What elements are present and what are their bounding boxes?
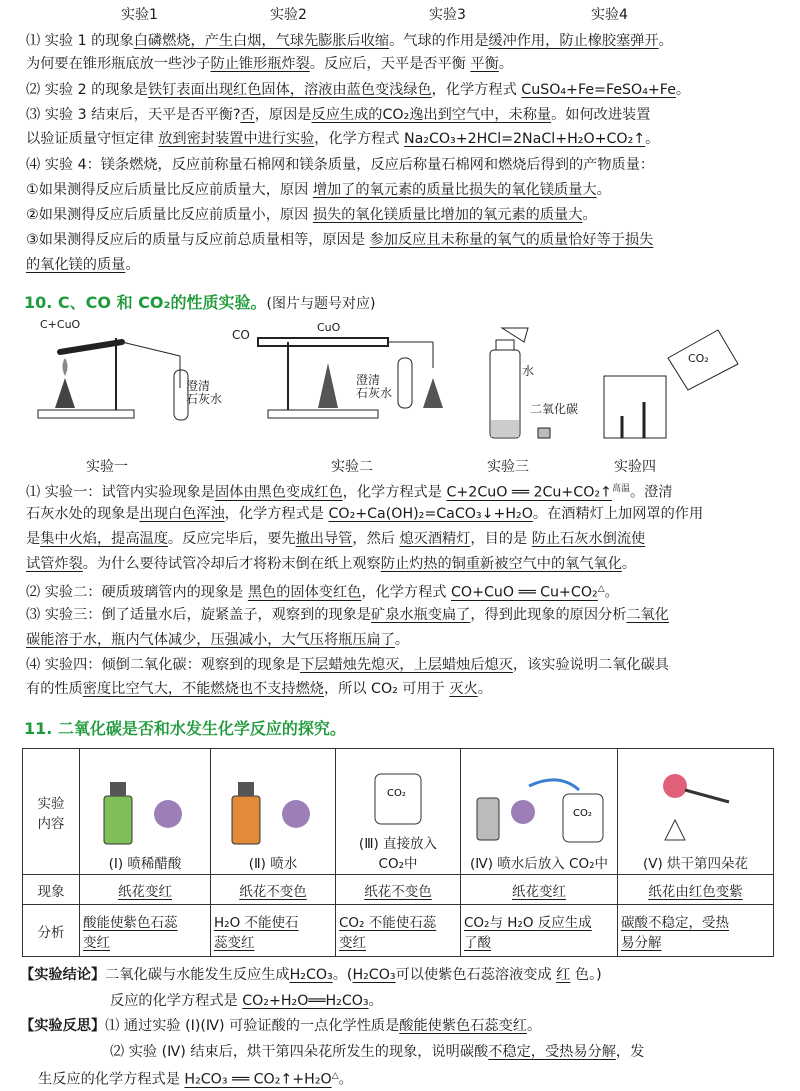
analysis-3: CO₂ 不能使石蕊 变红 bbox=[336, 905, 461, 957]
caption-exp4: 实验4 bbox=[591, 7, 628, 23]
cell-exp5 bbox=[618, 749, 774, 875]
s10-line7: 碳能溶于水，瓶内气体减少，压强减小，大气压将瓶压扁了。 bbox=[26, 632, 410, 648]
row-header-analysis: 分析 bbox=[23, 905, 80, 957]
s9-line5: 以验证质量守恒定律 放到密封装置中进行实验，化学方程式 Na₂CO₃+2HCl=2NaCl+H₂O+CO₂↑。 bbox=[26, 131, 660, 147]
jar-icon bbox=[375, 774, 421, 824]
figure-exp3 bbox=[480, 320, 560, 444]
analysis-4: CO₂与 H₂O 反应生成 了酸 bbox=[461, 905, 618, 957]
conclusion-line: 【实验结论】二氧化碳与水能发生反应生成H₂CO₃。(H₂CO₃可以使紫色石蕊溶液变成 红 色。) bbox=[20, 967, 602, 983]
delivery-tube bbox=[122, 342, 180, 356]
bottle-neck bbox=[496, 340, 514, 350]
label-limewater2: 澄清 石灰水 bbox=[356, 373, 393, 400]
table-row-phenomena bbox=[23, 875, 774, 905]
s9-line10: 的氧化镁的质量。 bbox=[26, 257, 140, 273]
spray-bottle-icon bbox=[477, 798, 499, 840]
bottle-water bbox=[491, 420, 519, 437]
spray-bottle-vinegar-figure bbox=[90, 768, 200, 848]
burner-lamp bbox=[423, 378, 443, 408]
phenomenon-2: 纸花不变色 bbox=[211, 875, 336, 905]
cell-exp3 bbox=[336, 749, 461, 875]
cell-exp2 bbox=[211, 749, 336, 875]
caption-10-exp1: 实验一 bbox=[86, 459, 128, 475]
purple-flower-icon bbox=[154, 800, 182, 828]
purple-flower-icon bbox=[282, 800, 310, 828]
label-co2-text: 二氧化碳 bbox=[530, 402, 579, 416]
phenomenon-1: 纸花变红 bbox=[80, 875, 211, 905]
label-cuo: CuO bbox=[317, 321, 341, 334]
s10-line9: 有的性质密度比空气大，不能燃烧也不支持燃烧，所以 CO₂ 可用于 灭火。 bbox=[26, 681, 492, 697]
s10-line1: ⑴ 实验一：试管内实验现象是固体由黑色变成红色，化学方程式是 C+2CuO ══ 2Cu+CO₂↑$^{高温}$。澄清 bbox=[26, 484, 673, 501]
caption-10-exp4: 实验四 bbox=[614, 459, 656, 475]
s10-line5: ⑵ 实验二：硬质玻璃管内的现象是 黑色的固体变红色，化学方程式 CO+CuO ══ Cu+CO₂△。 bbox=[26, 584, 619, 601]
s9-line6: ⑷ 实验 4：镁条燃烧，反应前称量石棉网和镁条质量，反应后称量石棉网和燃烧后得到的产物质量： bbox=[26, 157, 655, 173]
figure-exp2 bbox=[228, 318, 458, 440]
section11-title: 11. 二氧化碳是否和水发生化学反应的探究。 bbox=[24, 719, 346, 738]
s9-line7: ①如果测得反应后质量比反应前质量大，原因 增加了的氧元素的质量比损失的氧化镁质量大。 bbox=[26, 182, 611, 198]
analysis-5: 碳酸不稳定，受热 易分解 bbox=[618, 905, 774, 957]
alcohol-lamp bbox=[318, 363, 338, 408]
s9-line3: ⑵ 实验 2 的现象是铁钉表面出现红色固体，溶液由蓝色变浅绿色，化学方程式 CuSO₄+Fe=FeSO₄+Fe。 bbox=[26, 82, 691, 98]
alcohol-lamp bbox=[55, 378, 75, 408]
phenomenon-5: 纸花由红色变紫 bbox=[618, 875, 774, 905]
figure-exp1 bbox=[30, 318, 200, 440]
table-row-content bbox=[23, 749, 774, 875]
arrow-icon bbox=[529, 780, 579, 790]
label-co: CO bbox=[232, 328, 250, 342]
s9-line1: ⑴ 实验 1 的现象白磷燃烧，产生白烟，气球先膨胀后收缩。气球的作用是缓冲作用，防止橡胶塞弹开。 bbox=[26, 33, 673, 49]
exp5-label: (Ⅴ) 烘干第四朵花 bbox=[642, 856, 749, 872]
phenomenon-4: 纸花变红 bbox=[461, 875, 618, 905]
equation-line: 反应的化学方程式是 CO₂+H₂O══H₂CO₃。 bbox=[110, 993, 383, 1009]
jar-label: CO₂ bbox=[387, 788, 406, 799]
table-row-analysis bbox=[23, 905, 774, 957]
exp3-label: (Ⅲ) 直接放入 CO₂中 bbox=[358, 836, 438, 872]
stand-base bbox=[38, 410, 134, 418]
hard-glass-tube bbox=[258, 338, 388, 346]
s10-line4: 试管炸裂。为什么要待试管冷却后才将粉末倒在纸上观察防止灼热的铜重新被空气中的氧气氧化。 bbox=[26, 556, 637, 572]
s10-line2: 石灰水处的现象是出现白色浑浊，化学方程式是 CO₂+Ca(OH)₂=CaCO₃↓+H₂O。在酒精灯上加网罩的作用 bbox=[26, 506, 704, 522]
reflection-line1: 【实验反思】⑴ 通过实验 (Ⅰ)(Ⅳ) 可验证酸的一点化学性质是酸能使紫色石蕊变红。 bbox=[20, 1018, 542, 1034]
tongs-icon bbox=[685, 790, 729, 802]
s9-line9: ③如果测得反应后的质量与反应前总质量相等，原因是 参加反应且未称量的氧气的质量恰好等于损失 bbox=[26, 232, 654, 248]
caption-exp1: 实验1 bbox=[121, 7, 158, 23]
caption-exp2: 实验2 bbox=[270, 7, 307, 23]
co2-jar-figure bbox=[363, 764, 433, 828]
lamp-flame bbox=[63, 358, 68, 376]
s9-line2: 为何要在锥形瓶底放一些沙子防止锥形瓶炸裂。反应后，天平是否平衡 平衡。 bbox=[26, 56, 513, 72]
cell-exp4 bbox=[461, 749, 618, 875]
section10-title: 10. C、CO 和 CO₂的性质实验。(图片与题号对应) bbox=[24, 293, 376, 312]
spray-bottle-icon bbox=[232, 796, 260, 844]
label-c-cuo: C+CuO bbox=[40, 318, 81, 331]
caption-10-exp3: 实验三 bbox=[487, 459, 529, 475]
s10-line6: ⑶ 实验三：倒了适量水后，旋紧盖子，观察到的现象是矿泉水瓶变扁了，得到此现象的原因分析二氧化 bbox=[26, 607, 669, 623]
row-header-content: 实验 内容 bbox=[23, 749, 80, 875]
red-flower-icon bbox=[663, 774, 687, 798]
drying-flower-figure bbox=[641, 768, 751, 848]
caption-10-exp2: 实验二 bbox=[331, 459, 373, 475]
limewater-tube bbox=[398, 358, 412, 408]
jar-label-2: CO₂ bbox=[573, 808, 592, 819]
phenomenon-3: 纸花不变色 bbox=[336, 875, 461, 905]
beaker bbox=[604, 376, 666, 438]
stand-base bbox=[268, 410, 378, 418]
caption-exp3: 实验3 bbox=[429, 7, 466, 23]
exp2-label: (Ⅱ) 喷水 bbox=[248, 856, 298, 872]
s9-line4: ⑶ 实验 3 结束后，天平是否平衡?否，原因是反应生成的CO₂逸出到空气中，未称量。如何改进装置 bbox=[26, 107, 651, 123]
cell-exp1 bbox=[80, 749, 211, 875]
reflection-line3: 生反应的化学方程式是 H₂CO₃ ══ CO₂↑+H₂O△。 bbox=[38, 1071, 353, 1088]
alcohol-lamp-icon bbox=[665, 820, 685, 840]
label-co2-beaker: CO₂ bbox=[688, 352, 709, 365]
label-water: 水 bbox=[522, 364, 535, 378]
spray-then-jar-figure bbox=[469, 768, 609, 848]
figure-exp4 bbox=[598, 320, 778, 442]
spray-bottle-water-figure bbox=[218, 768, 328, 848]
analysis-1: 酸能使紫色石蕊 变红 bbox=[80, 905, 211, 957]
experiment-table bbox=[22, 748, 774, 957]
bottle-cap bbox=[538, 428, 550, 438]
s10-line8: ⑷ 实验四：倾倒二氧化碳：观察到的现象是下层蜡烛先熄灭，上层蜡烛后熄灭，该实验说明二氧化碳具 bbox=[26, 657, 669, 673]
label-limewater1: 澄清 石灰水 bbox=[186, 379, 223, 406]
exp1-label: (Ⅰ) 喷稀醋酸 bbox=[108, 856, 182, 872]
row-header-phenomena: 现象 bbox=[23, 875, 80, 905]
reflection-line2: ⑵ 实验 (Ⅳ) 结束后，烘干第四朵花所发生的现象，说明碳酸不稳定，受热易分解，发 bbox=[110, 1044, 645, 1060]
s9-line8: ②如果测得反应后质量比反应前质量小，原因 损失的氧化镁质量比增加的氧元素的质量大。 bbox=[26, 207, 597, 223]
spray-bottle-icon bbox=[104, 796, 132, 844]
test-tube bbox=[60, 342, 122, 352]
analysis-2: H₂O 不能使石 蕊变红 bbox=[211, 905, 336, 957]
purple-flower-icon bbox=[511, 800, 535, 824]
exp4-label: (Ⅳ) 喷水后放入 CO₂中 bbox=[469, 856, 609, 872]
s10-line3: 是集中火焰，提高温度。反应完毕后，要先撤出导管，然后 熄灭酒精灯，目的是 防止石灰水倒流使 bbox=[26, 531, 646, 547]
